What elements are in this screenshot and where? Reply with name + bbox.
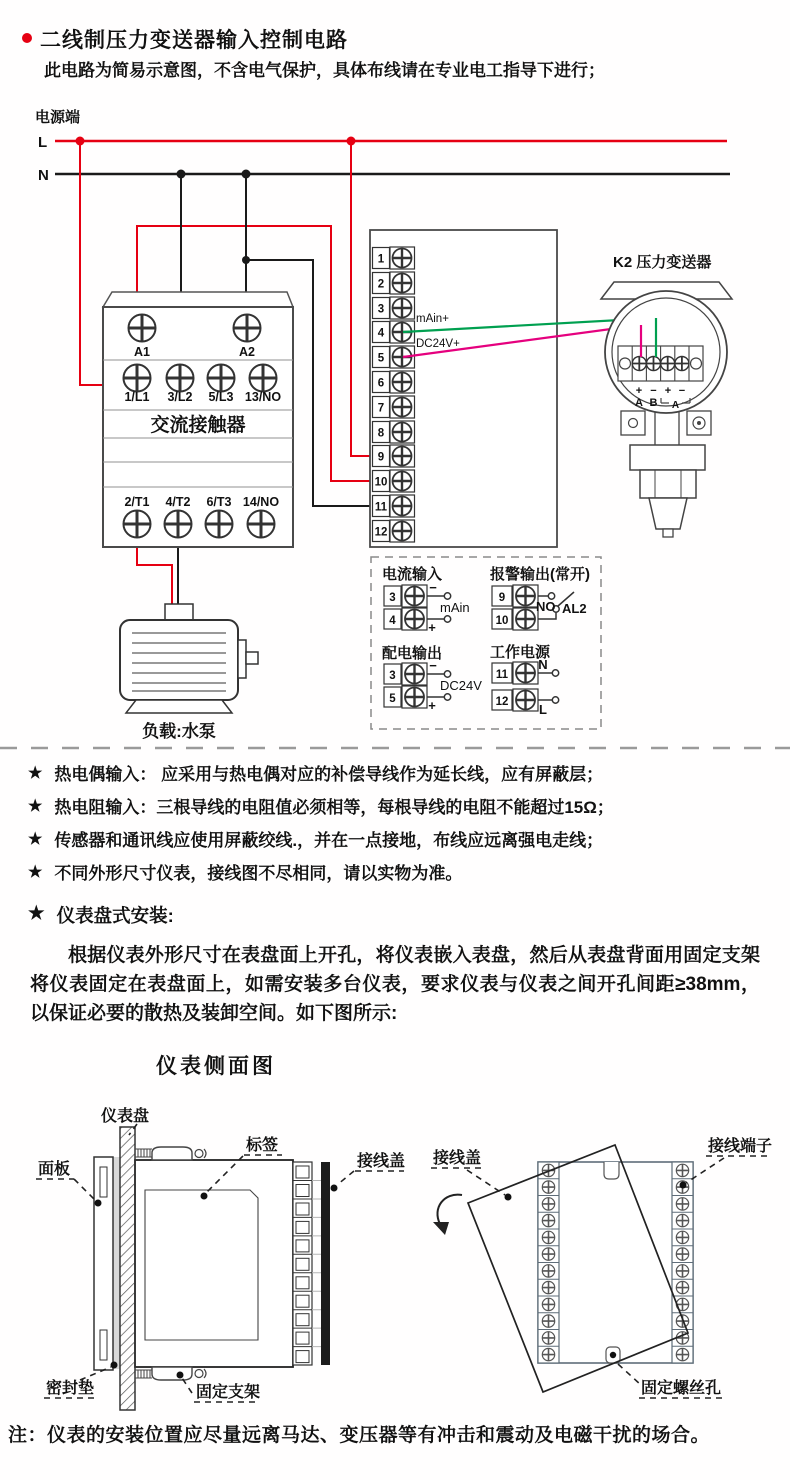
rear-terminal-strip — [293, 1162, 330, 1365]
gasket-label: 密封垫 — [46, 1380, 95, 1397]
star-icon: ★ — [28, 830, 43, 848]
terminal-label: 6/T3 — [206, 495, 232, 509]
terminal-number: 10 — [374, 476, 388, 489]
terminal-label: 3/L2 — [167, 390, 193, 404]
power-label: 电源端 — [35, 109, 81, 126]
leader-dot — [680, 1182, 687, 1189]
instrument-terminal-box — [370, 230, 557, 547]
polarity-sign: − — [650, 385, 657, 397]
screw-hole-label: 固定螺丝孔 — [641, 1380, 722, 1397]
current-input-title: 电流输入 — [382, 566, 443, 583]
line-l-label: L — [38, 134, 48, 151]
alarm-output-title: 报警输出(常开) — [490, 566, 590, 583]
bracket-label: 固定支架 — [196, 1384, 261, 1401]
star-icon: ★ — [28, 797, 43, 815]
power-rails — [35, 108, 730, 184]
instrument-body — [135, 1160, 293, 1367]
footnote: 注：仪表的安装位置应尽量远离马达、变压器等有冲击和震动及电磁干扰的场合。 — [8, 1425, 711, 1446]
note-item — [28, 789, 768, 822]
sign: L — [539, 702, 547, 717]
contactor — [103, 292, 293, 547]
dc24v-label: DC24V — [440, 678, 482, 693]
front-panel-bezel — [94, 1157, 113, 1370]
note-text: 热电偶输入： 应采用与热电偶对应的补偿导线作为延长线，应有屏蔽层； — [54, 765, 604, 784]
io-terminal-number: 4 — [389, 615, 396, 627]
terminal-number: 9 — [377, 451, 385, 464]
io-terminal-number: 10 — [495, 615, 509, 627]
star-icon: ★ — [28, 863, 43, 881]
junction-dot — [242, 256, 250, 264]
dist-output-title: 配电输出 — [382, 645, 443, 662]
rear-view-diagram — [431, 1136, 772, 1398]
bullet-icon — [22, 33, 32, 43]
star-icon: ★ — [28, 902, 45, 923]
terminal-number: 7 — [377, 402, 385, 415]
sign: − — [429, 580, 437, 595]
dc24v-plus-label: DC24V+ — [416, 338, 460, 350]
coil-a1-label: A1 — [134, 345, 150, 359]
rotate-arrow — [437, 1195, 462, 1224]
terminal-number: 4 — [377, 327, 385, 340]
io-terminal-number: 5 — [389, 693, 396, 705]
terminal-number: 3 — [377, 303, 385, 316]
pressure-transmitter — [601, 253, 732, 537]
note-item — [28, 756, 768, 789]
note-item — [28, 855, 768, 888]
panel-board-wall — [120, 1127, 135, 1410]
terminal-label: 2/T1 — [124, 495, 150, 509]
polarity-sign: − — [678, 385, 686, 397]
polarity-sign: + — [635, 385, 643, 397]
main-plus-label: mAin+ — [416, 313, 449, 325]
al2-label: AL2 — [562, 601, 587, 616]
terminal-cover-bar — [321, 1162, 330, 1365]
bracket-letter: A — [671, 400, 680, 411]
star-icon: ★ — [28, 764, 43, 782]
polarity-sign: + — [664, 385, 672, 397]
note-text: 传感器和通讯线应使用屏蔽绞线.，并在一点接地，布线应远离强电走线； — [54, 831, 604, 850]
terminal-label: 1/L1 — [124, 390, 150, 404]
rear-body — [538, 1162, 693, 1363]
io-terminal-number: 11 — [495, 669, 509, 681]
terminal-number: 5 — [377, 352, 385, 365]
note-text: 热电阻输入：三根导线的电阻值必须相等，每根导线的电阻不能超过15Ω； — [54, 798, 614, 817]
sign: N — [538, 657, 548, 672]
io-terminal-number: 3 — [389, 670, 396, 682]
note-item — [28, 822, 768, 855]
terminal-label: 13/NO — [244, 390, 282, 404]
side-view-title: 仪表侧面图 — [156, 1054, 276, 1078]
installation-diagrams — [0, 1090, 790, 1420]
main-label: mAin — [440, 600, 470, 615]
page-subtitle: 此电路为简易示意图，不含电气保护，具体布线请在专业电工指导下进行； — [44, 61, 605, 80]
note-text: 不同外形尺寸仪表，接线图不尽相同，请以实物为准。 — [54, 864, 463, 883]
terminal-number: 1 — [377, 253, 385, 266]
terminal-number: 12 — [374, 526, 388, 539]
tag-label: 标签 — [246, 1137, 279, 1154]
panel-board-label: 仪表盘 — [101, 1108, 150, 1125]
terminal-number: 6 — [377, 377, 385, 390]
terminal-letter: B — [649, 397, 658, 409]
terminal-cover-label: 接线盖 — [357, 1153, 406, 1170]
sign: + — [428, 620, 436, 635]
terminal-number: 2 — [377, 278, 385, 291]
io-terminal-number: 3 — [389, 592, 396, 604]
terminals-label: 接线端子 — [708, 1138, 773, 1155]
terminal-label: 5/L3 — [208, 390, 234, 404]
sign: + — [428, 698, 436, 713]
load-label: 负载:水泵 — [142, 722, 216, 741]
install-heading-text: 仪表盘式安装: — [56, 905, 174, 926]
terminal-number: 8 — [377, 427, 385, 440]
install-paragraph: 根据仪表外形尺寸在表盘面上开孔，将仪表嵌入表盘，然后从表盘背面用固定支架将仪表固定在表盘面上，如需安装多台仪表，要求仪表与仪表之间开孔间距≥38mm，以保证必要的散热及装卸空间。如下图所示: — [30, 945, 760, 1024]
io-terminal-number: 9 — [498, 592, 506, 604]
front-panel-label: 面板 — [38, 1161, 71, 1178]
rear-terminal-cover-label: 接线盖 — [433, 1150, 482, 1167]
top-notch — [604, 1162, 619, 1179]
top-bracket — [135, 1147, 206, 1160]
no-label: NO — [536, 599, 556, 614]
page-title: 二线制压力变送器输入控制电路 — [40, 29, 348, 52]
coil-a2-label: A2 — [239, 345, 255, 359]
sign: − — [429, 658, 437, 673]
bottom-bracket — [135, 1367, 206, 1380]
contactor-name: 交流接触器 — [150, 415, 246, 436]
io-terminal-number: 12 — [495, 696, 509, 708]
line-n-label: N — [38, 167, 49, 184]
work-power-title: 工作电源 — [490, 644, 551, 661]
motor-pump — [120, 604, 258, 741]
notes-list — [28, 756, 768, 888]
terminal-label: 14/NO — [242, 495, 280, 509]
side-view-diagram — [36, 1106, 405, 1410]
install-heading — [28, 902, 174, 928]
terminal-number: 11 — [374, 501, 388, 514]
transmitter-title: K2 压力变送器 — [613, 254, 712, 271]
rotate-arrowhead — [433, 1222, 449, 1235]
io-panel — [371, 557, 601, 729]
terminal-letter: A — [635, 397, 643, 409]
terminal-label: 4/T2 — [165, 495, 191, 509]
